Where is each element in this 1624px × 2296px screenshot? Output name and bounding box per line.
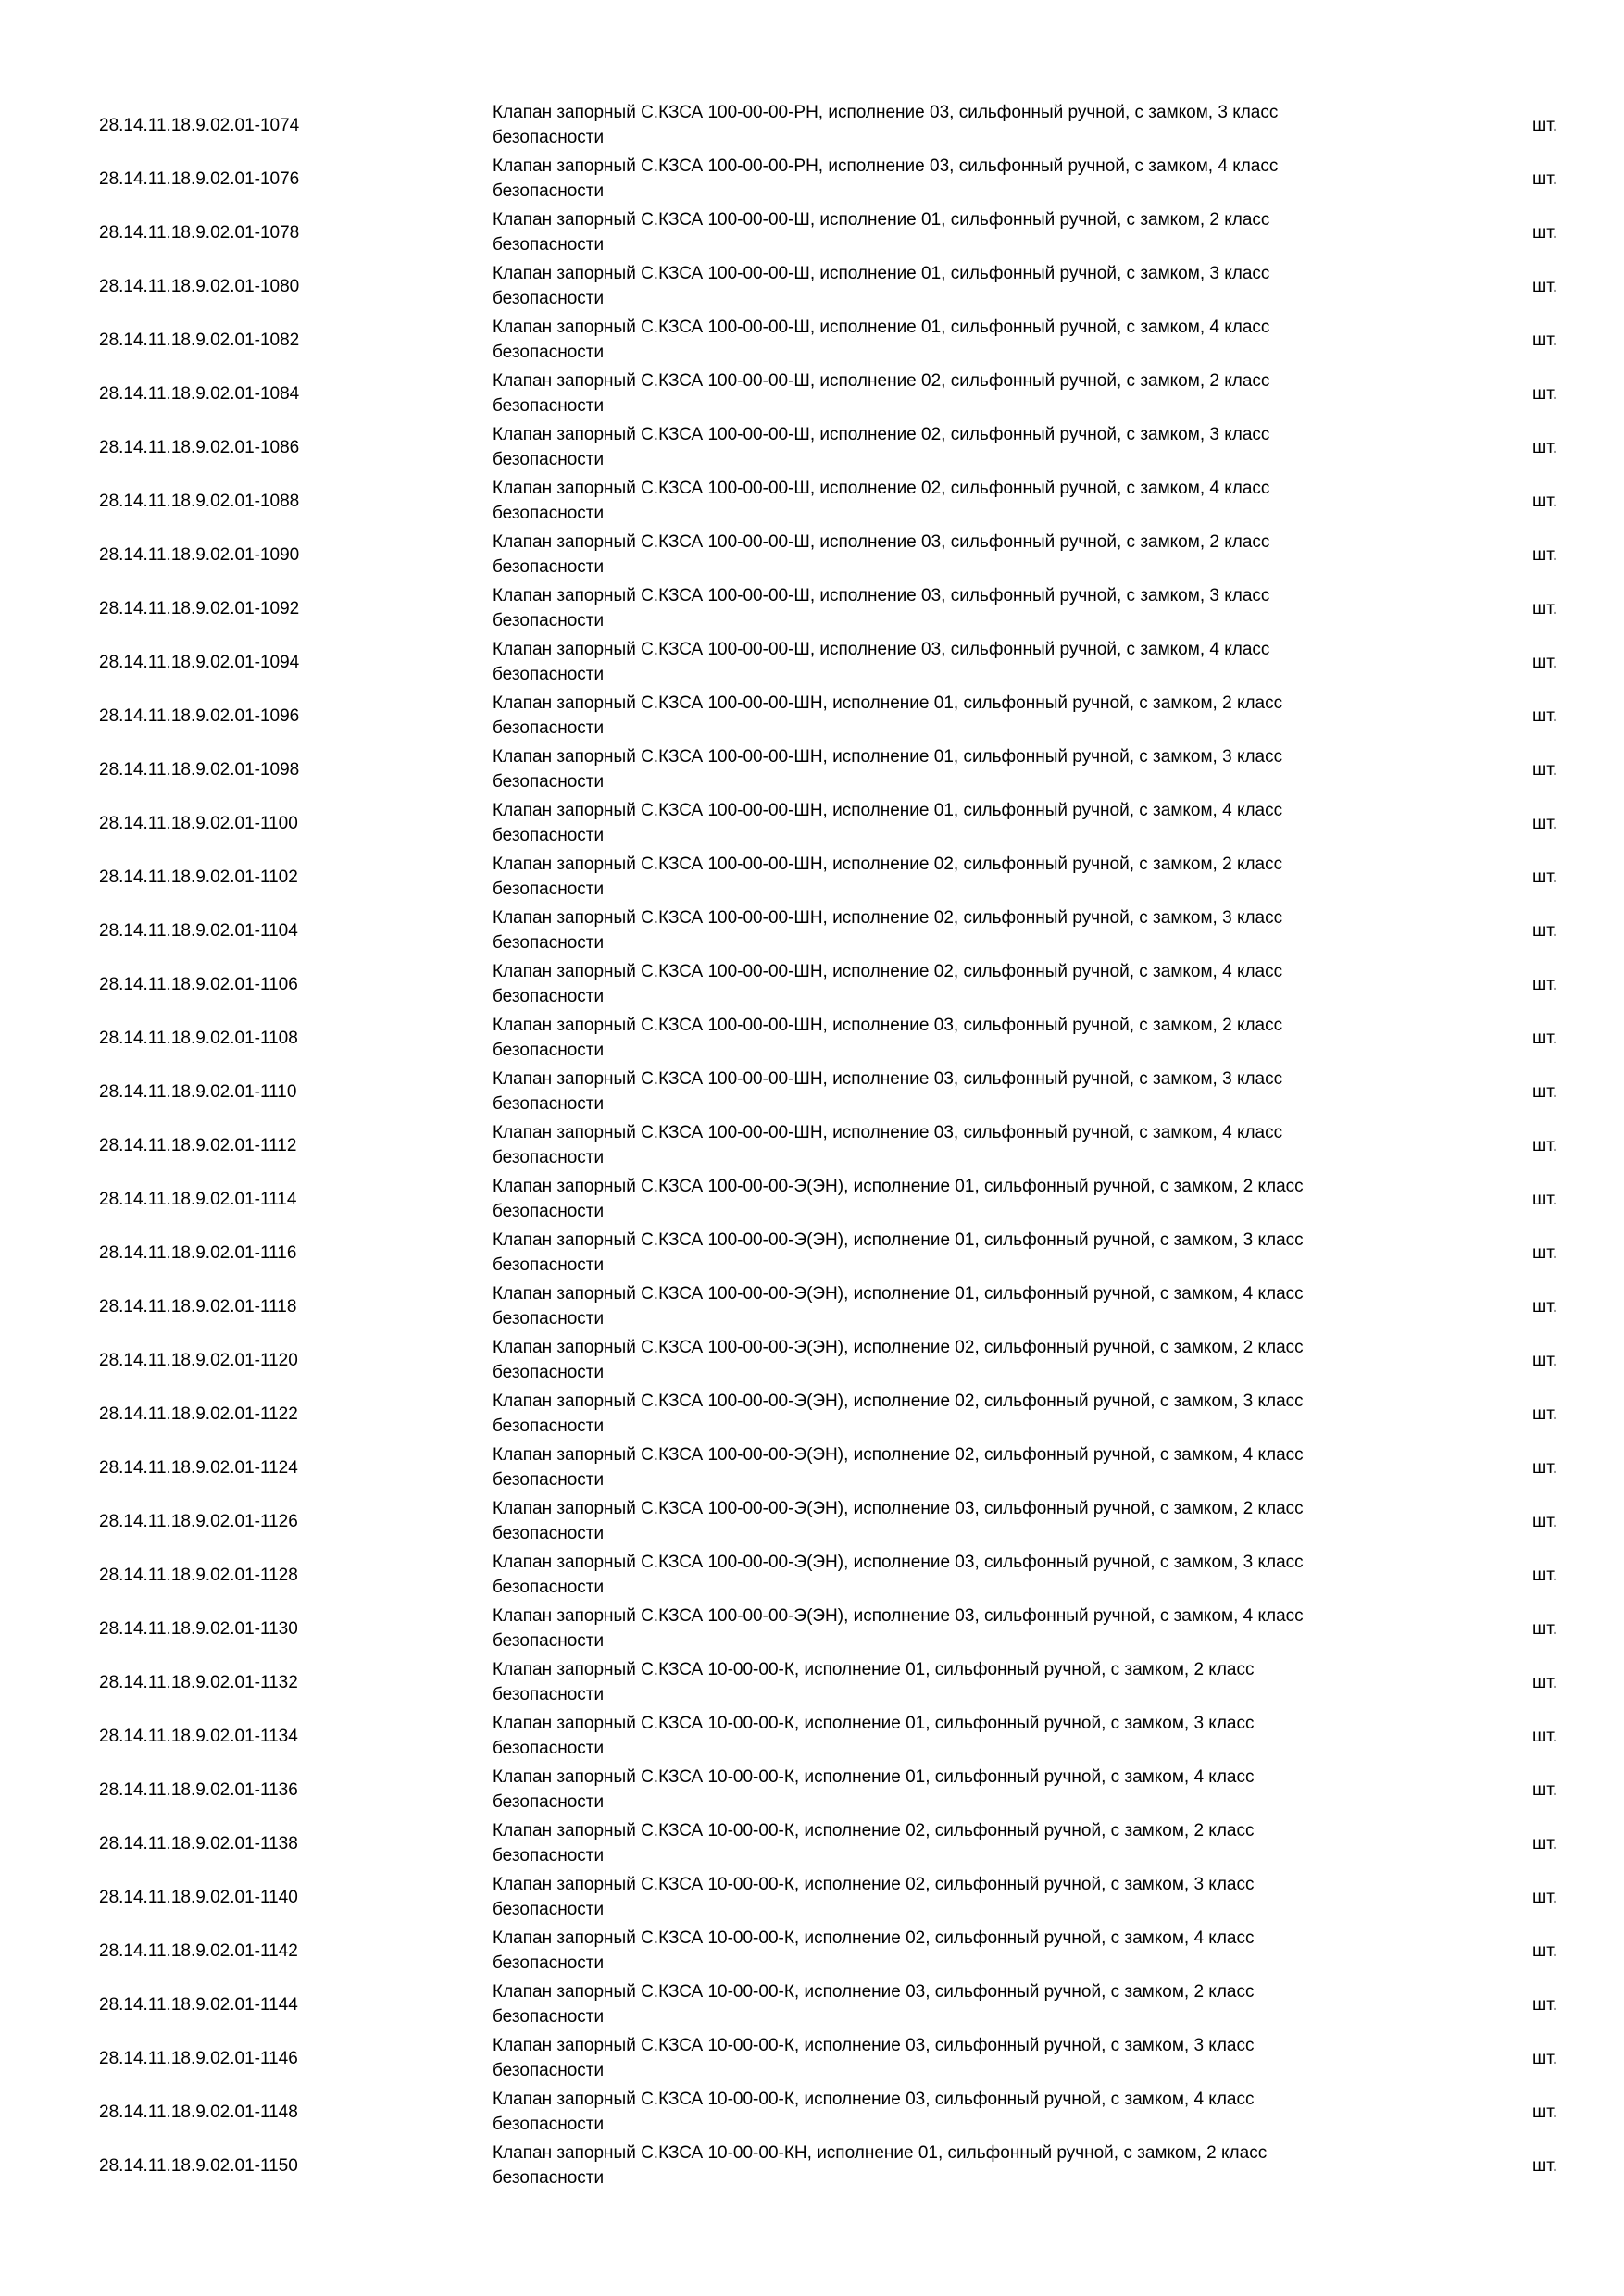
price-list-table: [0, 100, 1624, 2194]
description-line: Клапан запорный С.КЗСА 10-00-00-К, исполнение 03, сильфонный ручной, с замком, 2 класс: [493, 1982, 1255, 2002]
unit-of-measure: шт.: [1532, 116, 1558, 135]
resource-code: 28.14.11.18.9.02.01-1124: [99, 1458, 298, 1478]
resource-code: 28.14.11.18.9.02.01-1082: [99, 331, 300, 350]
resource-description: [493, 1496, 1418, 1546]
description-line: Клапан запорный С.КЗСА 100-00-00-ШН, исполнение 01, сильфонный ручной, с замком, 3 класс: [493, 747, 1283, 767]
unit-of-measure: шт.: [1532, 331, 1558, 350]
unit-of-measure: шт.: [1532, 1995, 1558, 2015]
description-line: безопасности: [493, 128, 605, 147]
table-row: [0, 315, 1624, 368]
description-line: безопасности: [493, 1685, 605, 1704]
resource-description: [493, 852, 1418, 902]
resource-code: 28.14.11.18.9.02.01-1136: [99, 1780, 298, 1800]
unit-of-measure: шт.: [1532, 384, 1558, 404]
table-row: [0, 1281, 1624, 1335]
description-line: безопасности: [493, 1739, 605, 1758]
unit-of-measure: шт.: [1532, 2103, 1558, 2122]
resource-code: 28.14.11.18.9.02.01-1098: [99, 760, 300, 780]
description-line: безопасности: [493, 2168, 605, 2188]
description-line: безопасности: [493, 880, 605, 899]
table-row: [0, 637, 1624, 691]
description-line: безопасности: [493, 987, 605, 1006]
table-row: [0, 1335, 1624, 1389]
resource-description: [493, 1067, 1418, 1117]
resource-description: [493, 744, 1418, 794]
unit-of-measure: шт.: [1532, 1404, 1558, 1424]
resource-description: [493, 1228, 1418, 1278]
resource-code: 28.14.11.18.9.02.01-1144: [99, 1995, 298, 2015]
resource-code: 28.14.11.18.9.02.01-1086: [99, 438, 300, 457]
description-line: Клапан запорный С.КЗСА 100-00-00-Э(ЭН), исполнение 01, сильфонный ручной, с замком, 2 класс: [493, 1177, 1304, 1196]
description-line: Клапан запорный С.КЗСА 10-00-00-К, исполнение 02, сильфонный ручной, с замком, 4 класс: [493, 1928, 1255, 1948]
unit-of-measure: шт.: [1532, 867, 1558, 887]
description-line: безопасности: [493, 1202, 605, 1221]
resource-code: 28.14.11.18.9.02.01-1106: [99, 975, 298, 994]
resource-description: [493, 637, 1418, 687]
unit-of-measure: шт.: [1532, 706, 1558, 726]
description-line: Клапан запорный С.КЗСА 100-00-00-РН, исполнение 03, сильфонный ручной, с замком, 4 класс: [493, 156, 1279, 176]
description-line: безопасности: [493, 2061, 605, 2080]
description-line: Клапан запорный С.КЗСА 10-00-00-К, исполнение 01, сильфонный ручной, с замком, 4 класс: [493, 1767, 1255, 1787]
table-row: [0, 1067, 1624, 1120]
description-line: безопасности: [493, 1900, 605, 1919]
description-line: безопасности: [493, 396, 605, 416]
description-line: безопасности: [493, 1148, 605, 1167]
table-row: [0, 1603, 1624, 1657]
description-line: Клапан запорный С.КЗСА 100-00-00-Э(ЭН), исполнение 02, сильфонный ручной, с замком, 4 класс: [493, 1445, 1304, 1465]
unit-of-measure: шт.: [1532, 653, 1558, 672]
description-line: Клапан запорный С.КЗСА 10-00-00-К, исполнение 03, сильфонный ручной, с замком, 4 класс: [493, 2090, 1255, 2109]
resource-code: 28.14.11.18.9.02.01-1096: [99, 706, 300, 726]
resource-description: [493, 1872, 1418, 1922]
description-line: Клапан запорный С.КЗСА 10-00-00-К, исполнение 01, сильфонный ручной, с замком, 3 класс: [493, 1714, 1255, 1733]
resource-code: 28.14.11.18.9.02.01-1088: [99, 492, 300, 511]
description-line: Клапан запорный С.КЗСА 100-00-00-ШН, исполнение 02, сильфонный ручной, с замком, 2 класс: [493, 855, 1283, 874]
unit-of-measure: шт.: [1532, 1190, 1558, 1209]
description-line: безопасности: [493, 1309, 605, 1329]
unit-of-measure: шт.: [1532, 1029, 1558, 1048]
description-line: Клапан запорный С.КЗСА 100-00-00-РН, исполнение 03, сильфонный ручной, с замком, 3 класс: [493, 103, 1279, 122]
description-line: Клапан запорный С.КЗСА 100-00-00-ШН, исполнение 03, сильфонный ручной, с замком, 3 класс: [493, 1069, 1283, 1089]
resource-code: 28.14.11.18.9.02.01-1092: [99, 599, 300, 618]
description-line: безопасности: [493, 1094, 605, 1114]
description-line: Клапан запорный С.КЗСА 100-00-00-ШН, исполнение 03, сильфонный ручной, с замком, 4 класс: [493, 1123, 1283, 1142]
unit-of-measure: шт.: [1532, 1512, 1558, 1531]
resource-code: 28.14.11.18.9.02.01-1142: [99, 1941, 298, 1961]
resource-description: [493, 2033, 1418, 2083]
description-line: безопасности: [493, 1953, 605, 1973]
table-row: [0, 100, 1624, 154]
description-line: Клапан запорный С.КЗСА 100-00-00-Э(ЭН), исполнение 01, сильфонный ручной, с замком, 4 класс: [493, 1284, 1304, 1304]
resource-code: 28.14.11.18.9.02.01-1090: [99, 545, 300, 565]
description-line: Клапан запорный С.КЗСА 100-00-00-ШН, исполнение 01, сильфонный ручной, с замком, 4 класс: [493, 801, 1283, 820]
unit-of-measure: шт.: [1532, 1619, 1558, 1639]
resource-code: 28.14.11.18.9.02.01-1150: [99, 2156, 298, 2176]
resource-code: 28.14.11.18.9.02.01-1078: [99, 223, 300, 243]
resource-description: [493, 1657, 1418, 1707]
resource-description: [493, 1711, 1418, 1761]
table-row: [0, 852, 1624, 905]
description-line: безопасности: [493, 450, 605, 469]
description-line: Клапан запорный С.КЗСА 100-00-00-Э(ЭН), исполнение 03, сильфонный ручной, с замком, 2 класс: [493, 1499, 1304, 1518]
description-line: безопасности: [493, 235, 605, 255]
unit-of-measure: шт.: [1532, 1351, 1558, 1370]
table-row: [0, 1013, 1624, 1067]
unit-of-measure: шт.: [1532, 975, 1558, 994]
description-line: Клапан запорный С.КЗСА 100-00-00-Ш, исполнение 03, сильфонный ручной, с замком, 2 класс: [493, 532, 1270, 552]
resource-description: [493, 1174, 1418, 1224]
table-row: [0, 422, 1624, 476]
resource-code: 28.14.11.18.9.02.01-1100: [99, 814, 298, 833]
unit-of-measure: шт.: [1532, 599, 1558, 618]
resource-code: 28.14.11.18.9.02.01-1112: [99, 1136, 297, 1155]
resource-description: [493, 476, 1418, 526]
resource-description: [493, 207, 1418, 257]
resource-code: 28.14.11.18.9.02.01-1084: [99, 384, 300, 404]
unit-of-measure: шт.: [1532, 277, 1558, 296]
description-line: безопасности: [493, 1416, 605, 1436]
table-row: [0, 959, 1624, 1013]
description-line: Клапан запорный С.КЗСА 100-00-00-Ш, исполнение 02, сильфонный ручной, с замком, 3 класс: [493, 425, 1270, 444]
resource-description: [493, 1818, 1418, 1868]
unit-of-measure: шт.: [1532, 2049, 1558, 2068]
resource-description: [493, 1013, 1418, 1063]
description-line: Клапан запорный С.КЗСА 10-00-00-К, исполнение 01, сильфонный ручной, с замком, 2 класс: [493, 1660, 1255, 1679]
table-row: [0, 1120, 1624, 1174]
description-line: Клапан запорный С.КЗСА 100-00-00-Э(ЭН), исполнение 03, сильфонный ручной, с замком, 4 класс: [493, 1606, 1304, 1626]
description-line: безопасности: [493, 772, 605, 792]
table-row: [0, 1442, 1624, 1496]
unit-of-measure: шт.: [1532, 1727, 1558, 1746]
resource-code: 28.14.11.18.9.02.01-1074: [99, 116, 300, 135]
description-line: Клапан запорный С.КЗСА 10-00-00-КН, исполнение 01, сильфонный ручной, с замком, 2 класс: [493, 2143, 1268, 2163]
resource-description: [493, 583, 1418, 633]
resource-code: 28.14.11.18.9.02.01-1114: [99, 1190, 297, 1209]
resource-description: [493, 154, 1418, 204]
unit-of-measure: шт.: [1532, 492, 1558, 511]
table-row: [0, 583, 1624, 637]
table-row: [0, 530, 1624, 583]
unit-of-measure: шт.: [1532, 169, 1558, 189]
table-row: [0, 691, 1624, 744]
table-row: [0, 798, 1624, 852]
description-line: Клапан запорный С.КЗСА 100-00-00-ШН, исполнение 01, сильфонный ручной, с замком, 2 класс: [493, 693, 1283, 713]
table-row: [0, 1872, 1624, 1926]
resource-description: [493, 100, 1418, 150]
unit-of-measure: шт.: [1532, 2156, 1558, 2176]
resource-description: [493, 1281, 1418, 1331]
description-line: безопасности: [493, 1846, 605, 1866]
table-row: [0, 1979, 1624, 2033]
description-line: безопасности: [493, 1363, 605, 1382]
description-line: Клапан запорный С.КЗСА 100-00-00-Э(ЭН), исполнение 01, сильфонный ручной, с замком, 3 класс: [493, 1230, 1304, 1250]
unit-of-measure: шт.: [1532, 921, 1558, 941]
description-line: безопасности: [493, 557, 605, 577]
table-row: [0, 1228, 1624, 1281]
description-line: Клапан запорный С.КЗСА 100-00-00-Ш, исполнение 01, сильфонный ручной, с замком, 2 класс: [493, 210, 1270, 230]
unit-of-measure: шт.: [1532, 814, 1558, 833]
unit-of-measure: шт.: [1532, 1673, 1558, 1692]
resource-description: [493, 1120, 1418, 1170]
unit-of-measure: шт.: [1532, 1458, 1558, 1478]
description-line: Клапан запорный С.КЗСА 100-00-00-ШН, исполнение 02, сильфонный ручной, с замком, 3 класс: [493, 908, 1283, 928]
description-line: Клапан запорный С.КЗСА 100-00-00-Ш, исполнение 03, сильфонный ручной, с замком, 3 класс: [493, 586, 1270, 605]
unit-of-measure: шт.: [1532, 1136, 1558, 1155]
description-line: безопасности: [493, 1578, 605, 1597]
description-line: Клапан запорный С.КЗСА 10-00-00-К, исполнение 02, сильфонный ручной, с замком, 2 класс: [493, 1821, 1255, 1841]
table-row: [0, 154, 1624, 207]
description-line: безопасности: [493, 504, 605, 523]
table-row: [0, 1174, 1624, 1228]
resource-code: 28.14.11.18.9.02.01-1134: [99, 1727, 298, 1746]
description-line: Клапан запорный С.КЗСА 100-00-00-Ш, исполнение 02, сильфонный ручной, с замком, 2 класс: [493, 371, 1270, 391]
unit-of-measure: шт.: [1532, 1243, 1558, 1263]
resource-description: [493, 798, 1418, 848]
table-row: [0, 1389, 1624, 1442]
table-row: [0, 261, 1624, 315]
resource-code: 28.14.11.18.9.02.01-1140: [99, 1888, 298, 1907]
unit-of-measure: шт.: [1532, 760, 1558, 780]
description-line: безопасности: [493, 933, 605, 953]
unit-of-measure: шт.: [1532, 1941, 1558, 1961]
table-row: [0, 1711, 1624, 1765]
resource-code: 28.14.11.18.9.02.01-1138: [99, 1834, 298, 1853]
resource-code: 28.14.11.18.9.02.01-1120: [99, 1351, 298, 1370]
table-row: [0, 2033, 1624, 2087]
description-line: безопасности: [493, 1255, 605, 1275]
resource-code: 28.14.11.18.9.02.01-1122: [99, 1404, 298, 1424]
resource-code: 28.14.11.18.9.02.01-1132: [99, 1673, 298, 1692]
resource-code: 28.14.11.18.9.02.01-1128: [99, 1566, 298, 1585]
description-line: безопасности: [493, 826, 605, 845]
unit-of-measure: шт.: [1532, 545, 1558, 565]
description-line: безопасности: [493, 665, 605, 684]
table-row: [0, 2140, 1624, 2194]
resource-code: 28.14.11.18.9.02.01-1148: [99, 2103, 298, 2122]
description-line: Клапан запорный С.КЗСА 10-00-00-К, исполнение 03, сильфонный ручной, с замком, 3 класс: [493, 2036, 1255, 2055]
description-line: безопасности: [493, 2115, 605, 2134]
resource-code: 28.14.11.18.9.02.01-1104: [99, 921, 298, 941]
resource-description: [493, 1765, 1418, 1815]
table-row: [0, 1765, 1624, 1818]
description-line: Клапан запорный С.КЗСА 10-00-00-К, исполнение 02, сильфонный ручной, с замком, 3 класс: [493, 1875, 1255, 1894]
table-row: [0, 905, 1624, 959]
table-row: [0, 476, 1624, 530]
resource-description: [493, 1926, 1418, 1976]
resource-description: [493, 691, 1418, 741]
description-line: безопасности: [493, 1792, 605, 1812]
description-line: безопасности: [493, 1041, 605, 1060]
description-line: безопасности: [493, 181, 605, 201]
resource-code: 28.14.11.18.9.02.01-1102: [99, 867, 298, 887]
description-line: Клапан запорный С.КЗСА 100-00-00-ШН, исполнение 02, сильфонный ручной, с замком, 4 класс: [493, 962, 1283, 981]
resource-description: [493, 422, 1418, 472]
resource-code: 28.14.11.18.9.02.01-1118: [99, 1297, 297, 1316]
table-row: [0, 1657, 1624, 1711]
resource-description: [493, 2087, 1418, 2137]
description-line: Клапан запорный С.КЗСА 100-00-00-Э(ЭН), исполнение 02, сильфонный ручной, с замком, 2 класс: [493, 1338, 1304, 1357]
resource-code: 28.14.11.18.9.02.01-1080: [99, 277, 300, 296]
unit-of-measure: шт.: [1532, 1780, 1558, 1800]
resource-description: [493, 1603, 1418, 1653]
resource-code: 28.14.11.18.9.02.01-1146: [99, 2049, 298, 2068]
resource-description: [493, 530, 1418, 580]
resource-code: 28.14.11.18.9.02.01-1076: [99, 169, 300, 189]
resource-description: [493, 905, 1418, 955]
description-line: безопасности: [493, 611, 605, 630]
table-row: [0, 1818, 1624, 1872]
resource-code: 28.14.11.18.9.02.01-1130: [99, 1619, 298, 1639]
resource-code: 28.14.11.18.9.02.01-1094: [99, 653, 300, 672]
unit-of-measure: шт.: [1532, 1082, 1558, 1102]
resource-code: 28.14.11.18.9.02.01-1110: [99, 1082, 297, 1102]
table-row: [0, 2087, 1624, 2140]
table-row: [0, 1496, 1624, 1550]
description-line: безопасности: [493, 2007, 605, 2027]
description-line: Клапан запорный С.КЗСА 100-00-00-Ш, исполнение 01, сильфонный ручной, с замком, 4 класс: [493, 318, 1270, 337]
resource-description: [493, 2140, 1418, 2190]
resource-description: [493, 959, 1418, 1009]
table-row: [0, 368, 1624, 422]
table-row: [0, 744, 1624, 798]
resource-description: [493, 368, 1418, 418]
resource-description: [493, 1389, 1418, 1439]
table-row: [0, 207, 1624, 261]
description-line: Клапан запорный С.КЗСА 100-00-00-Ш, исполнение 01, сильфонный ручной, с замком, 3 класс: [493, 264, 1270, 283]
resource-description: [493, 315, 1418, 365]
unit-of-measure: шт.: [1532, 438, 1558, 457]
resource-description: [493, 1979, 1418, 2029]
table-row: [0, 1926, 1624, 1979]
resource-code: 28.14.11.18.9.02.01-1116: [99, 1243, 297, 1263]
description-line: Клапан запорный С.КЗСА 100-00-00-Э(ЭН), исполнение 03, сильфонный ручной, с замком, 3 класс: [493, 1553, 1304, 1572]
resource-description: [493, 1442, 1418, 1492]
description-line: Клапан запорный С.КЗСА 100-00-00-Ш, исполнение 03, сильфонный ручной, с замком, 4 класс: [493, 640, 1270, 659]
description-line: Клапан запорный С.КЗСА 100-00-00-Э(ЭН), исполнение 02, сильфонный ручной, с замком, 3 класс: [493, 1391, 1304, 1411]
table-row: [0, 1550, 1624, 1603]
resource-code: 28.14.11.18.9.02.01-1126: [99, 1512, 298, 1531]
description-line: Клапан запорный С.КЗСА 100-00-00-Ш, исполнение 02, сильфонный ручной, с замком, 4 класс: [493, 479, 1270, 498]
description-line: Клапан запорный С.КЗСА 100-00-00-ШН, исполнение 03, сильфонный ручной, с замком, 2 класс: [493, 1016, 1283, 1035]
description-line: безопасности: [493, 1524, 605, 1543]
description-line: безопасности: [493, 1470, 605, 1490]
unit-of-measure: шт.: [1532, 1566, 1558, 1585]
unit-of-measure: шт.: [1532, 223, 1558, 243]
description-line: безопасности: [493, 1631, 605, 1651]
unit-of-measure: шт.: [1532, 1834, 1558, 1853]
unit-of-measure: шт.: [1532, 1297, 1558, 1316]
unit-of-measure: шт.: [1532, 1888, 1558, 1907]
resource-description: [493, 1550, 1418, 1600]
resource-description: [493, 261, 1418, 311]
resource-description: [493, 1335, 1418, 1385]
description-line: безопасности: [493, 343, 605, 362]
description-line: безопасности: [493, 718, 605, 738]
description-line: безопасности: [493, 289, 605, 308]
resource-code: 28.14.11.18.9.02.01-1108: [99, 1029, 298, 1048]
